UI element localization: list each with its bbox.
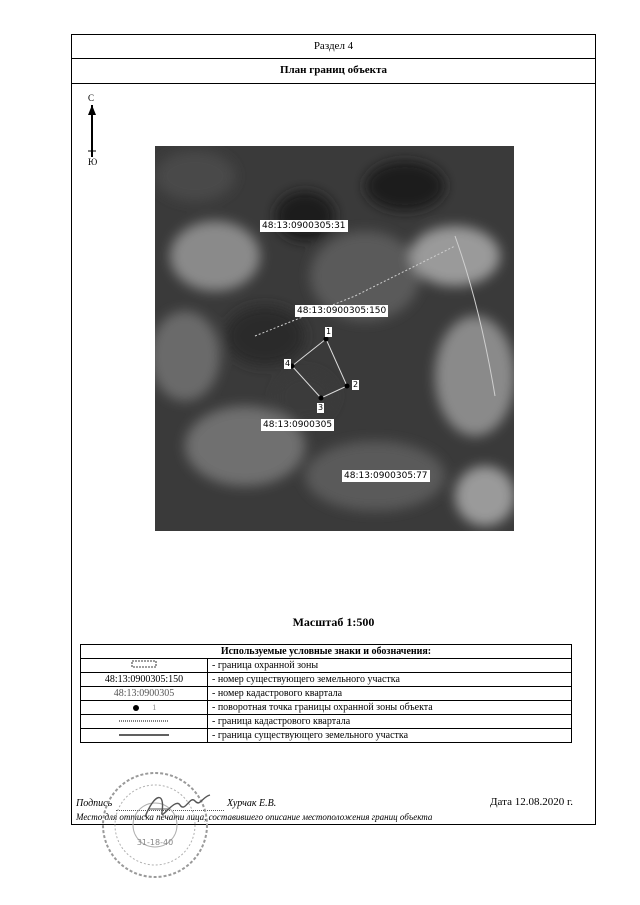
legend-text: - поворотная точка границы охранной зоны объекта [208,701,572,715]
turning-point-marker [345,384,350,389]
seal-note: Место для оттиска печати лица, составившего описание местоположения границ объекта [76,812,433,822]
quarter-label: 48:13:0900305 [263,420,333,430]
legend-symbol: 48:13:0900305:150 [81,673,208,687]
legend-symbol: 48:13:0900305 [81,687,208,701]
point-dot-icon [132,704,140,712]
compass-north-label: С [88,93,95,103]
legend-text: - граница кадастрового квартала [208,715,572,729]
page-title: План границ объекта [72,58,595,84]
legend-row [81,659,572,673]
north-arrow [82,93,104,171]
compass-south-label: Ю [88,157,98,167]
aerial-map [155,146,514,531]
legend-symbol [81,715,208,729]
parcel-label: 48:13:0900305:77 [344,471,428,481]
map-scale: Масштаб 1:500 [292,615,375,629]
legend-point-number: 1 [152,703,157,712]
signer-name: Хурчак Е.В. [227,798,277,809]
legend-row [81,729,572,743]
section-heading: Раздел 4 [72,35,595,59]
legend-row [81,673,572,687]
signature-label: Подпись [76,798,113,809]
legend-text: - граница существующего земельного участка [208,729,572,743]
parcel-boundary-symbol [119,732,169,738]
legend-text: - граница охранной зоны [208,659,572,673]
legend-row [81,701,572,715]
protection-zone-symbol [131,660,157,668]
legend-header-row [81,645,572,659]
legend-symbol [81,701,208,715]
legend-header: Используемые условные знаки и обозначения: [81,645,572,659]
turning-point-marker [319,396,324,401]
legend-text: - номер существующего земельного участка [208,673,572,687]
quarter-boundary-symbol [119,718,169,724]
parcel-label: 48:13:0900305:31 [262,221,346,231]
legend-symbol [81,729,208,743]
legend-row [81,715,572,729]
point-number: 1 [326,327,332,336]
legend-text: - номер кадастрового квартала [208,687,572,701]
point-number: 2 [353,380,359,389]
legend-table [80,644,572,743]
document-date: Дата 12.08.2020 г. [490,796,573,808]
document-frame [71,34,596,825]
aerial-photo [155,146,514,531]
legend-row [81,687,572,701]
point-number: 4 [285,359,291,368]
parcel-label: 48:13:0900305:150 [297,306,387,316]
point-number: 3 [318,403,324,412]
stamp-number: 31-18-40 [136,838,174,847]
turning-point-marker [324,337,329,342]
handwritten-signature [140,787,215,827]
legend-symbol [81,659,208,673]
